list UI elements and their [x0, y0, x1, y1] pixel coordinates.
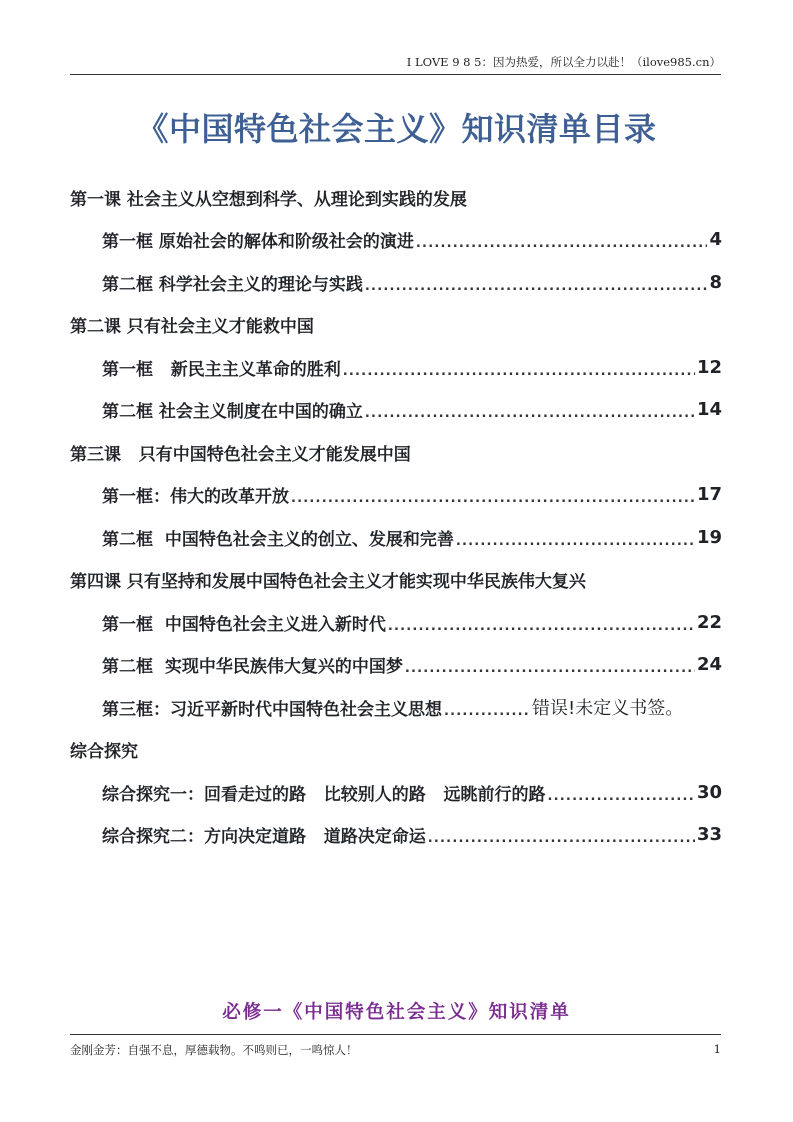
toc-leader-dots — [405, 662, 695, 686]
toc-entry[interactable] — [70, 219, 722, 262]
toc-chapter-title: 第三课 只有中国特色社会主义才能发展中国 — [70, 444, 411, 465]
toc-entry-title: 第一框：伟大的改革开放 — [102, 487, 289, 508]
toc-entry-title: 第二框 实现中华民族伟大复兴的中国梦 — [102, 657, 403, 678]
page-header: I LOVE 9 8 5：因为热爱，所以全力以赴！（ilove985.cn） — [406, 55, 721, 69]
toc-page-number: 19 — [696, 526, 722, 548]
toc-entry[interactable] — [70, 474, 722, 517]
toc-entry-title: 综合探究一：回看走过的路 比较别人的路 远眺前行的路 — [102, 784, 546, 805]
toc-entry-title: 第一框 原始社会的解体和阶级社会的演进 — [102, 232, 414, 253]
toc-entry[interactable] — [70, 814, 722, 857]
header-rule — [70, 74, 721, 75]
toc-page-number: 17 — [696, 484, 722, 506]
table-of-contents — [70, 176, 722, 856]
toc-entry-title: 第二框 科学社会主义的理论与实践 — [102, 274, 363, 295]
document-title: 《中国特色社会主义》知识清单目录 — [136, 110, 657, 148]
toc-leader-dots — [388, 620, 695, 644]
toc-leader-dots — [291, 492, 695, 516]
toc-entry[interactable] — [70, 516, 722, 559]
toc-leader-dots — [365, 280, 708, 304]
toc-leader-dots — [456, 535, 695, 559]
toc-entry[interactable] — [70, 771, 722, 814]
toc-chapter-4[interactable] — [70, 559, 722, 602]
toc-page-number: 12 — [696, 356, 722, 378]
toc-leader-dots — [548, 790, 695, 814]
toc-page-number: 4 — [709, 229, 722, 251]
toc-chapter-title: 综合探究 — [70, 742, 138, 763]
toc-chapter-1[interactable] — [70, 176, 722, 219]
toc-chapter-title: 第二课 只有社会主义才能救中国 — [70, 317, 314, 338]
toc-entry[interactable] — [70, 644, 722, 687]
toc-entry-title: 第一框 中国特色社会主义进入新时代 — [102, 614, 386, 635]
toc-page-number: 33 — [696, 824, 722, 846]
footer-page-number: 1 — [713, 1042, 721, 1056]
toc-page-number: 22 — [696, 611, 722, 633]
toc-entry-title: 第二框 中国特色社会主义的创立、发展和完善 — [102, 529, 454, 550]
toc-page-number: 8 — [709, 271, 722, 293]
toc-leader-dots — [428, 832, 695, 856]
toc-chapter-title: 第四课 只有坚持和发展中国特色社会主义才能实现中华民族伟大复兴 — [70, 572, 586, 593]
toc-entry[interactable] — [70, 601, 722, 644]
toc-entry-title: 第二框 社会主义制度在中国的确立 — [102, 402, 363, 423]
toc-entry[interactable] — [70, 261, 722, 304]
toc-entry[interactable] — [70, 389, 722, 432]
toc-chapter-title: 第一课 社会主义从空想到科学、从理论到实践的发展 — [70, 189, 467, 210]
toc-entry-title: 第一框 新民主主义革命的胜利 — [102, 359, 341, 380]
toc-chapter-3[interactable] — [70, 431, 722, 474]
toc-entry-missing-bookmark[interactable] — [70, 686, 792, 729]
toc-leader-dots — [343, 365, 695, 389]
toc-entry-title: 综合探究二：方向决定道路 道路决定命运 — [102, 827, 426, 848]
toc-page-number: 14 — [696, 399, 722, 421]
toc-leader-dots — [444, 705, 530, 729]
toc-page-number: 24 — [696, 654, 722, 676]
toc-chapter-2[interactable] — [70, 304, 722, 347]
footer-motto: 金刚金芳：自强不息，厚德载物。不鸣则已，一鸣惊人！ — [70, 1043, 358, 1057]
footer-banner: 必修一《中国特色社会主义》知识清单 — [222, 1002, 571, 1023]
toc-page-number: 30 — [696, 781, 722, 803]
toc-leader-dots — [416, 237, 708, 261]
toc-entry-title: 第三框：习近平新时代中国特色社会主义思想 — [102, 699, 442, 720]
footer-rule — [70, 1034, 721, 1035]
toc-leader-dots — [365, 407, 695, 431]
toc-chapter-5[interactable] — [70, 729, 722, 772]
toc-entry[interactable] — [70, 346, 722, 389]
bookmark-error-message: 错误!未定义书签。 — [532, 698, 684, 720]
